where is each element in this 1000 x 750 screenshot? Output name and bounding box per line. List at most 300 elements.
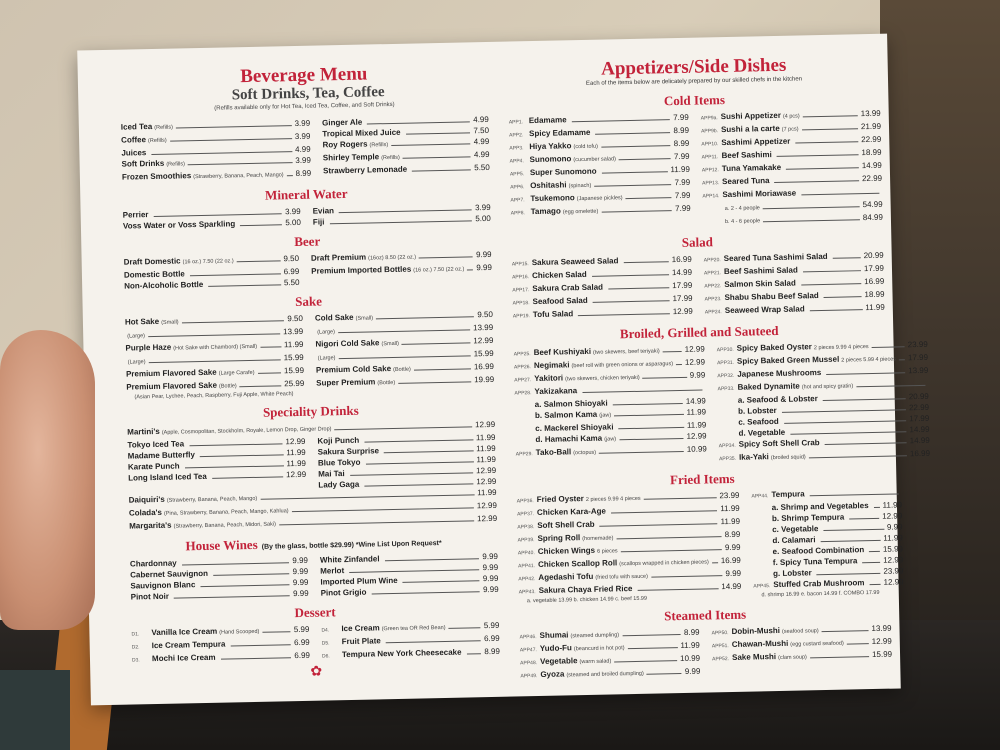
item-price: 54.99 — [862, 199, 883, 210]
item-price: 13.99 — [283, 326, 304, 337]
dot-leader — [182, 320, 285, 323]
item-code: APP33. — [717, 385, 735, 393]
item-name: Ice Cream Tempura — [151, 639, 226, 651]
dot-leader — [624, 261, 669, 263]
item-name: d. Vegetable — [738, 427, 786, 438]
item-code: D5. — [321, 640, 330, 647]
item-code: APP3. — [509, 145, 524, 152]
dot-leader — [338, 355, 470, 359]
steamed-title: Steamed Items — [664, 606, 747, 624]
item-name: Draft Premium — [310, 252, 367, 263]
item-name: Koji Punch — [317, 435, 360, 446]
item-code: APP15. — [511, 261, 529, 268]
item-price: 11.99 — [686, 407, 707, 417]
item-price: 9.99 — [482, 584, 499, 595]
item-name: Shabu Shabu Beef Salad — [724, 291, 819, 303]
broiled-list-b — [717, 339, 931, 465]
menu-item-row — [313, 213, 491, 228]
dessert-grid — [131, 620, 500, 667]
item-code: APP19. — [512, 313, 530, 320]
item-name: Tempura New York Cheesecake — [341, 647, 462, 660]
item-code: APP36. — [516, 498, 534, 505]
item-price: 11.99 — [475, 432, 496, 443]
item-price: 22.99 — [908, 402, 930, 413]
item-name: Cold Sake — [314, 312, 354, 323]
item-name: Sake Mushi — [731, 652, 777, 662]
dot-leader — [802, 128, 858, 130]
item-description: (clam soup) — [778, 654, 807, 662]
item-name: Sakura Seaweed Salad — [531, 256, 619, 268]
dot-leader — [376, 316, 474, 319]
item-name: Evian — [312, 206, 335, 216]
item-description: 2 pieces 9.99 4 pieces — [585, 495, 641, 503]
beverage-column — [120, 62, 501, 684]
fried-list-b — [751, 486, 903, 592]
item-code: APP16. — [512, 274, 530, 281]
item-description: (scallops wrapped in chicken pieces) — [619, 559, 709, 568]
menu-sheet — [77, 34, 931, 706]
item-name: Premium Flavored Sake — [126, 380, 218, 392]
item-price: 12.99 — [286, 469, 307, 480]
item-name: Pinot Grigio — [320, 587, 367, 598]
item-price: 15.99 — [473, 348, 494, 359]
item-code: D1. — [131, 631, 140, 638]
item-name: Edamame — [528, 115, 567, 126]
item-name: Draft Domestic — [123, 256, 181, 267]
dot-leader — [849, 518, 879, 520]
item-name: Chardonnay — [129, 558, 177, 569]
item-description: (egg custard seafood) — [790, 640, 844, 648]
item-name: Shirley Temple — [322, 152, 380, 163]
item-name: Dobin-Mushi — [731, 625, 781, 636]
item-description: (Strawberry, Banana, Peach, Mango) — [166, 495, 258, 504]
dot-leader — [592, 274, 669, 277]
item-price: 10.99 — [679, 653, 701, 664]
item-code: APP14. — [702, 193, 720, 200]
item-name: Frozen Smoothies — [121, 171, 192, 182]
item-description: (two skewers, chicken teriyaki) — [565, 374, 640, 383]
dot-leader — [185, 465, 284, 468]
item-name: Yudo-Fu — [539, 643, 572, 653]
item-price: 12.99 — [882, 511, 903, 521]
item-name: Chicken Scallop Roll — [538, 558, 618, 570]
item-name: Baked Dynamite — [737, 381, 800, 392]
item-price: 6.99 — [283, 266, 300, 277]
item-price: 12.99 — [473, 335, 494, 346]
item-price: 9.99 — [292, 577, 309, 588]
item-price: 14.99 — [671, 267, 693, 278]
dot-leader — [367, 121, 470, 124]
mineral-grid — [123, 202, 491, 232]
sake-list-a — [125, 313, 305, 395]
dot-leader — [329, 220, 472, 224]
appetizer-column — [508, 54, 931, 683]
item-name: Spicy Edamame — [528, 127, 591, 139]
item-price: 12.99 — [475, 465, 497, 476]
dot-leader — [260, 494, 474, 499]
item-name: Madame Butterfly — [127, 450, 195, 461]
item-price: 16.99 — [909, 448, 931, 459]
item-name: Super Premium — [316, 377, 376, 388]
item-name: Mai Tai — [318, 469, 345, 479]
dot-leader — [712, 562, 718, 563]
dot-leader — [833, 257, 861, 259]
item-name: Ika-Yaki — [738, 452, 769, 462]
dot-leader — [403, 580, 480, 583]
menu-item-row — [712, 649, 892, 666]
broiled-list-a — [514, 343, 708, 469]
item-price: 17.99 — [907, 352, 929, 363]
item-name: Shumai — [539, 630, 569, 640]
item-price: 12.99 — [285, 436, 306, 447]
dot-leader — [784, 420, 907, 424]
item-description: (Refills) — [154, 124, 173, 131]
appetizer-title: Appetizers/Side Dishes — [600, 54, 787, 80]
item-name: Yakitori — [534, 373, 564, 384]
item-name: a. Seafood & Lobster — [737, 394, 818, 405]
item-code: APP47. — [519, 647, 537, 654]
dot-leader — [763, 219, 860, 222]
item-code: APP50. — [711, 630, 729, 637]
item-price: 10.99 — [686, 444, 707, 454]
salad-grid — [512, 250, 885, 323]
dot-leader — [189, 443, 282, 446]
item-description: 2 pieces 5.99 4 pieces — [841, 356, 897, 364]
dot-leader — [403, 156, 471, 158]
item-name: a. Salmon Shioyaki — [534, 398, 608, 410]
item-name: g. Lobster — [772, 568, 812, 579]
mineral-list-a — [123, 206, 301, 232]
dot-leader — [237, 260, 281, 262]
item-name: Tsukemono — [530, 193, 575, 204]
item-name: Pinot Noir — [130, 591, 169, 602]
dot-leader — [240, 224, 282, 226]
item-price: 17.99 — [672, 293, 693, 304]
dot-leader — [240, 385, 282, 387]
item-price: 14.99 — [909, 435, 930, 446]
item-name: Blue Tokyo — [317, 457, 361, 468]
dot-leader — [613, 403, 683, 405]
item-name: Japanese Mushrooms — [737, 368, 822, 379]
item-description: a. 2 - 4 people — [724, 205, 760, 213]
item-description: (two skewers, beef teriyaki) — [592, 348, 660, 356]
dot-leader — [869, 551, 880, 552]
item-price: 12.99 — [476, 500, 497, 511]
item-price: 9.99 — [725, 568, 742, 579]
beer-list-a — [124, 253, 300, 292]
dot-leader — [364, 439, 473, 442]
dot-leader — [600, 523, 718, 526]
item-price: 9.99 — [482, 551, 499, 562]
item-code: APP29. — [515, 451, 533, 458]
item-description: (Large) — [317, 355, 336, 362]
item-price: 4.99 — [473, 114, 489, 125]
item-price: 11.99 — [670, 164, 690, 175]
item-name: Sashimi Appetizer — [721, 136, 791, 148]
item-code: APP10. — [701, 141, 719, 148]
item-price: 8.99 — [673, 125, 690, 136]
dot-leader — [619, 427, 684, 429]
item-price: 20.99 — [908, 391, 929, 402]
dot-leader — [212, 476, 283, 478]
fried-title: Fried Items — [669, 470, 735, 488]
item-code: APP18. — [512, 300, 530, 307]
item-name: Tamago — [530, 206, 561, 217]
item-price: 16.99 — [864, 276, 885, 287]
item-name: Roy Rogers — [322, 139, 368, 150]
item-price: 11.99 — [865, 302, 885, 313]
item-price: 3.99 — [294, 131, 311, 142]
item-name: Perrier — [122, 210, 149, 220]
item-name: Spring Roll — [537, 533, 581, 544]
item-price: 8.99 — [484, 646, 500, 657]
item-description: (warm salad) — [579, 658, 612, 666]
dot-leader — [810, 656, 869, 658]
dot-leader — [619, 158, 671, 160]
item-name: Stuffed Crab Mushroom — [773, 578, 865, 590]
item-code: APP25. — [513, 351, 531, 358]
fried-list-a — [517, 490, 742, 599]
wine-list-a — [130, 555, 309, 603]
item-code: APP34. — [718, 442, 736, 450]
item-code: APP17. — [512, 287, 530, 294]
item-name: c. Seafood — [738, 416, 779, 427]
item-price: 17.99 — [909, 413, 930, 424]
dot-leader — [149, 359, 281, 363]
sake-list-b — [315, 309, 495, 398]
item-name: Premium Imported Bottles — [311, 264, 412, 276]
item-price: 13.99 — [472, 322, 494, 333]
cold-title: Cold Items — [663, 92, 726, 109]
item-price: 16.99 — [473, 361, 495, 372]
menu-item-row — [131, 588, 309, 603]
sake-flavors-note: (Asian Pear, Lychee, Peach, Raspberry, Fuji Apple, White Peach) — [134, 391, 294, 401]
item-price: 8.99 — [295, 168, 312, 179]
item-description: (Small) — [355, 315, 374, 322]
item-code: APP20. — [703, 257, 721, 264]
item-name: Chawan-Mushi — [731, 638, 789, 649]
item-code: APP41. — [518, 563, 536, 570]
item-price: 15.99 — [882, 544, 904, 554]
item-code: APP32. — [717, 372, 735, 380]
martini-row: Martini's (Apple, Cosmopolitan, Stockholm, Royale, Lemon Drop, Ginger Drop) 12.99 — [127, 419, 496, 437]
item-name: e. Seafood Combination — [772, 545, 865, 557]
dot-leader — [810, 309, 863, 311]
item-name: d. Calamari — [772, 535, 816, 546]
item-description: (Pina, Strawberry, Banana, Peach, Mango, Kahlua) — [163, 508, 289, 517]
item-description: (beef roll with green onions or asparagus) — [571, 361, 674, 370]
dot-leader — [795, 141, 858, 143]
sake-grid — [125, 309, 495, 402]
item-code: APP13. — [702, 180, 720, 187]
item-price: 9.99 — [724, 542, 741, 553]
dot-leader — [467, 653, 482, 654]
item-price: 11.99 — [286, 458, 307, 469]
item-price: 9.50 — [287, 313, 303, 324]
appetizer-intro: Each of the items below are delicately prepared by our skilled chefs in the kitchen — [585, 76, 803, 87]
dot-leader — [258, 372, 281, 373]
dot-leader — [801, 283, 861, 285]
item-description: (Large Carafe) — [218, 369, 255, 377]
item-name: Hiya Yakko — [529, 141, 572, 152]
item-description: (Hot Sake with Chambord) (Small) — [173, 343, 258, 352]
item-description: (egg omelette) — [562, 208, 599, 216]
item-description: (Bottle) — [377, 379, 396, 387]
dot-leader — [616, 536, 721, 539]
dessert-title: Dessert — [294, 604, 336, 621]
item-name: Sakura Surprise — [317, 446, 380, 457]
dot-leader — [414, 368, 471, 370]
dot-leader — [419, 256, 473, 258]
cold-list-a — [509, 112, 691, 233]
dot-leader — [287, 175, 293, 176]
item-name: White Zinfandel — [319, 554, 380, 565]
item-price: 22.99 — [861, 134, 882, 145]
item-price: 12.99 — [883, 577, 904, 587]
item-code: APP44. — [751, 493, 769, 500]
item-description: (7 pcs) — [781, 126, 799, 133]
item-code: APP9b. — [700, 128, 719, 135]
item-name: Tako-Ball — [535, 447, 572, 458]
item-code: APP46. — [519, 634, 537, 641]
steamed-list-a — [519, 627, 700, 683]
item-price: 14.99 — [861, 160, 882, 171]
dot-leader — [412, 169, 471, 171]
dot-leader — [644, 497, 717, 500]
item-code: APP27. — [514, 377, 532, 384]
item-name: Sashimi Moriawase — [722, 188, 797, 200]
speciality-title: Speciality Drinks — [262, 402, 359, 420]
menu-item-row — [705, 302, 885, 319]
item-code: APP1. — [508, 119, 524, 126]
beer-grid — [124, 249, 493, 292]
item-name: Ice Cream — [341, 623, 380, 634]
item-description: (steamed dumpling) — [570, 632, 620, 640]
dot-leader — [582, 390, 702, 394]
item-description: (Large) — [127, 359, 146, 366]
item-price: 5.00 — [475, 213, 491, 224]
dot-leader — [821, 540, 881, 542]
item-description: (Strawberry, Banana, Peach, Mango) — [193, 172, 284, 181]
item-price: 7.99 — [674, 203, 691, 214]
salad-title: Salad — [681, 234, 714, 250]
dot-leader — [230, 644, 291, 646]
dot-leader — [899, 359, 905, 360]
item-name: Beef Sashimi Salad — [723, 265, 798, 277]
item-description: (16 oz.) 7.50 (22 oz.) — [182, 258, 234, 266]
wine-title: House Wines — [185, 536, 258, 554]
dot-leader — [614, 660, 677, 662]
dot-leader — [262, 631, 291, 633]
dot-leader — [862, 562, 880, 563]
speciality-list-b — [317, 432, 496, 491]
item-price: 4.99 — [473, 149, 490, 160]
item-price: 9.99 — [292, 555, 309, 566]
dot-leader — [578, 313, 670, 316]
item-price: 12.99 — [672, 306, 693, 317]
item-price: 9.50 — [477, 309, 493, 320]
item-price: 5.50 — [283, 277, 300, 288]
item-price: 7.99 — [673, 112, 689, 123]
item-name: Sakura Chaya Fried Rice — [538, 584, 633, 596]
item-name: Oshitashi — [530, 180, 567, 191]
dot-leader — [801, 193, 879, 196]
wine-list-b — [320, 551, 499, 599]
item-price: 5.99 — [483, 620, 500, 631]
menu-item-row — [123, 217, 301, 232]
item-price: 11.99 — [883, 533, 903, 543]
salad-list-b — [704, 250, 885, 319]
dot-leader — [599, 451, 684, 454]
item-code: APP30. — [716, 346, 734, 354]
item-name: Spicy Baked Green Mussel — [736, 354, 840, 366]
item-price: 17.99 — [672, 280, 693, 291]
fried-grid — [516, 487, 904, 606]
item-price: 14.99 — [909, 424, 930, 435]
item-code: APP45. — [753, 583, 771, 590]
dot-leader — [803, 115, 858, 117]
item-description: (Small) — [381, 340, 399, 348]
mineral-list-b — [313, 202, 491, 228]
item-price: 13.99 — [908, 365, 929, 376]
item-description: (spinach) — [568, 182, 592, 190]
item-name: Chicken Kara-Age — [536, 506, 607, 518]
item-description: (jaw) — [599, 412, 612, 419]
item-price: 15.99 — [283, 365, 305, 376]
mineral-title: Mineral Water — [264, 185, 348, 203]
item-description: (16oz) 8.50 (22 oz.) — [368, 254, 417, 262]
dot-leader — [782, 409, 906, 413]
dot-leader — [279, 520, 474, 525]
item-price: 12.99 — [476, 476, 497, 487]
item-price: 11.99 — [477, 487, 497, 498]
item-name: b. Salmon Kama — [534, 409, 598, 421]
item-price: 9.99 — [292, 566, 309, 577]
item-name: Sushi a la carte — [720, 123, 780, 135]
item-code: APP23. — [704, 296, 722, 303]
dot-leader — [402, 342, 471, 344]
item-code: APP4. — [509, 158, 524, 165]
item-description: (hot and spicy gratin) — [801, 383, 854, 391]
dot-leader — [208, 284, 281, 287]
item-description: (Refills) — [381, 154, 400, 162]
dot-leader — [154, 213, 283, 217]
item-code: APP5. — [509, 171, 525, 178]
item-code: APP48. — [520, 660, 538, 667]
item-price: 11.99 — [680, 640, 700, 651]
broiled-grid — [513, 339, 931, 470]
dot-leader — [872, 346, 905, 348]
item-price: 25.99 — [284, 378, 305, 389]
item-price: 17.99 — [863, 263, 885, 274]
item-price: 7.99 — [674, 177, 691, 188]
menu-item-row — [316, 374, 494, 391]
beverage-subtitle: Soft Drinks, Tea, Coffee — [231, 84, 385, 104]
item-price: 6.99 — [294, 637, 310, 648]
item-name: Fried Oyster — [536, 494, 584, 505]
sake-title: Sake — [295, 293, 323, 310]
item-description: (Bottle) — [218, 383, 237, 390]
item-code: APP31. — [716, 359, 735, 367]
item-description: (Refills) — [369, 142, 389, 149]
item-price: 9.99 — [476, 262, 492, 273]
item-price: 15.99 — [283, 352, 304, 363]
item-name: Non-Alcoholic Bottle — [124, 279, 204, 291]
item-name: Beef Sashimi — [721, 150, 772, 161]
item-price: 11.99 — [476, 443, 496, 454]
item-code: APP11. — [701, 154, 719, 161]
item-name: Karate Punch — [127, 461, 180, 472]
